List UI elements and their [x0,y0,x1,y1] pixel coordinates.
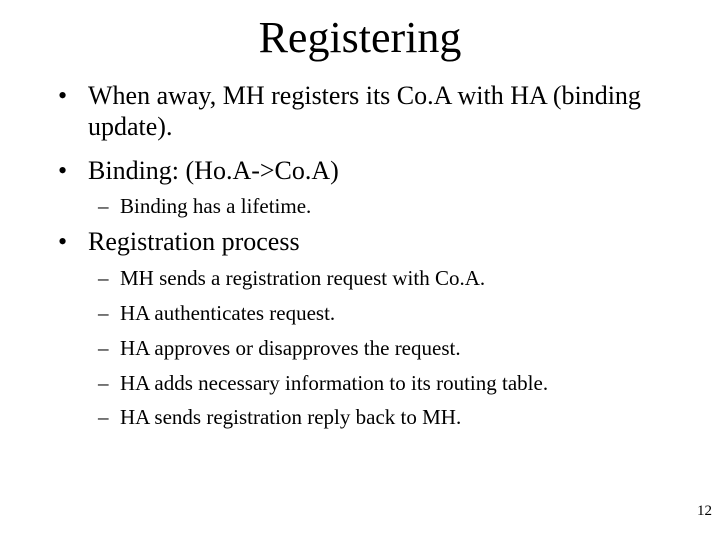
slide-title: Registering [258,13,462,62]
sub-bullet-item [98,400,698,434]
bullet-text: When away, MH registers its Co.A with HA (binding update). [88,81,641,141]
sub-bullet-text: HA approves or disapproves the request. [120,336,461,360]
dash-marker: – [98,371,109,395]
dash-marker: – [98,266,109,290]
sub-bullet-item [98,261,698,295]
bullet-text: Registration process [88,227,300,256]
page-number: 12 [697,503,712,519]
sub-bullet-item [98,189,698,223]
bullet-marker: • [58,81,68,110]
sub-bullet-text: HA adds necessary information to its routing table. [120,371,549,395]
sub-bullet-item [98,296,698,330]
bullet-item [58,155,658,186]
sub-bullet-text: HA authenticates request. [120,301,336,325]
dash-marker: – [98,194,109,218]
bullet-marker: • [58,156,68,185]
bullet-text: Binding: (Ho.A->Co.A) [88,156,339,185]
sub-bullet-item [98,366,698,400]
sub-bullet-text: MH sends a registration request with Co.A. [120,266,486,290]
dash-marker: – [98,336,109,360]
bullet-item [58,226,658,257]
sub-bullet-item [98,331,698,365]
dash-marker: – [98,405,109,429]
dash-marker: – [98,301,109,325]
sub-bullet-text: HA sends registration reply back to MH. [120,405,462,429]
sub-bullet-text: Binding has a lifetime. [120,194,312,218]
bullet-item [58,80,658,142]
bullet-marker: • [58,227,68,256]
